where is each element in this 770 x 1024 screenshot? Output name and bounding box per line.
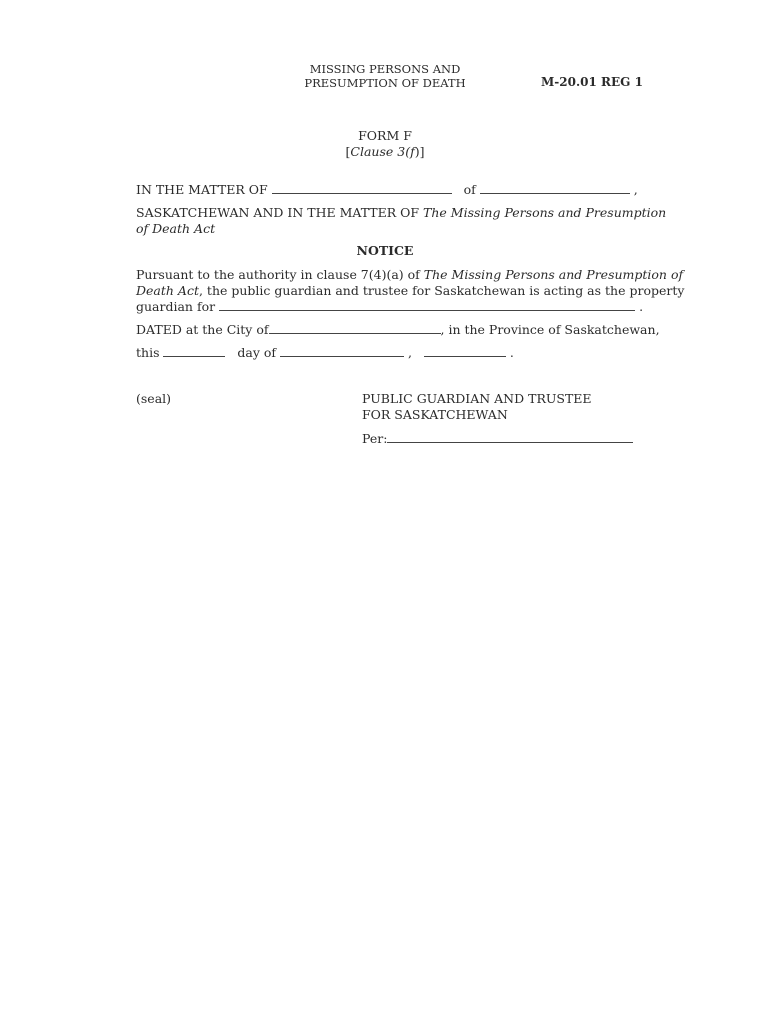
notice-line2-act: Death Act [136,283,199,298]
signature-blank[interactable] [387,431,633,443]
dated-suffix: , in the Province of Saskatchewan, [440,322,660,337]
form-clause [300,144,470,159]
matter-line [136,182,638,197]
date-comma: , [408,345,413,360]
form-title: FORM F [358,128,412,143]
clause-close: )] [414,144,425,159]
month-blank[interactable] [280,345,404,357]
per-line [362,431,633,446]
clause-label: Clause 3( [350,144,411,159]
day-of-label: day of [237,345,277,360]
notice-line2-rest: , the public guardian and trustee for Saskatchewan is acting as the property [198,283,685,298]
running-header [300,62,470,90]
matter-comma: , [633,182,638,197]
matter-name-blank[interactable] [272,182,452,194]
regulation-number: M-20.01 REG 1 [541,75,643,89]
clause-letter: f [410,144,415,159]
matter-of: of [463,182,476,197]
per-label: Per: [362,431,388,446]
matter-location-blank[interactable] [480,182,630,194]
notice-line3-end: . [639,299,644,314]
notice-line1-prefix: Pursuant to the authority in clause 7(4)(a) of [136,267,420,282]
matter-act-part1: The Missing Persons and Presumption [423,205,667,220]
notice-line3-prefix: guardian for [136,299,216,314]
matter-line2-prefix: SASKATCHEWAN AND IN THE MATTER OF [136,205,420,220]
this-label: this [136,345,160,360]
year-blank[interactable] [424,345,506,357]
header-title-line1: MISSING PERSONS AND [309,62,461,76]
dated-line [136,322,660,337]
matter-line2 [136,205,666,220]
date-period: . [509,345,514,360]
matter-act-part2: of Death Act [136,221,216,236]
notice-heading: NOTICE [356,243,414,258]
notice-line1 [136,267,683,282]
clause-open: [ [345,144,351,159]
day-number-blank[interactable] [163,345,225,357]
notice-line3 [136,299,643,314]
guardian-for-blank[interactable] [219,299,635,311]
guardian-line1: PUBLIC GUARDIAN AND TRUSTEE [362,391,592,406]
header-title-line2: PRESUMPTION OF DEATH [304,76,466,90]
notice-line2 [136,283,684,298]
dated-prefix: DATED at the City of [136,322,269,337]
date-line [136,345,514,360]
notice-line1-act: The Missing Persons and Presumption of [423,267,684,282]
matter-prefix: IN THE MATTER OF [136,182,268,197]
guardian-line2: FOR SASKATCHEWAN [362,407,508,422]
city-blank[interactable] [269,322,441,334]
seal-label: (seal) [136,391,172,406]
